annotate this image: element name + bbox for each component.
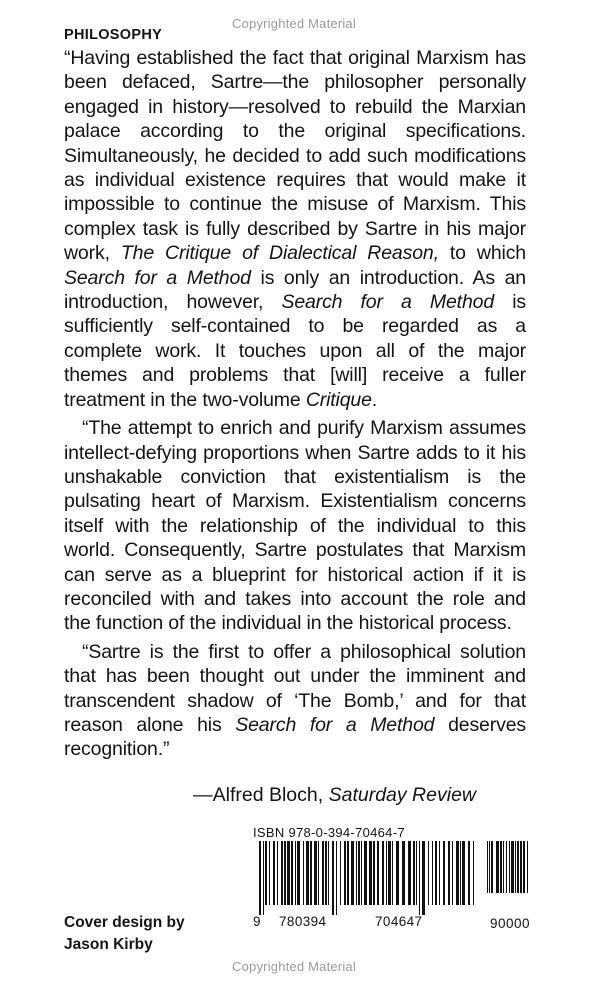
blurb-paragraph-1: “Having established the fact that original Marxism has been defaced, Sartre—the philosopher personally engaged in history—resolved to rebuild the Marxian palace according to the original specifications. Simultaneously, he decided to add such modifications as individual existence requires that would make it impossible to continue the misuse of Marxism. This complex task is fully described by Sartre in his major work, The Critique of Dialectical Reason, to which Search for a Method is only an introduction. As an introduction, however, Search for a Method is sufficiently self-contained to be regarded as a complete work. It touches upon all of the major themes and problems that [will] receive a fuller treatment in the two-volume Critique. xyxy=(64,47,526,411)
barcode-image xyxy=(249,841,531,915)
barcode-addon-digits: 90000 xyxy=(490,916,531,931)
review-attribution: —Alfred Bloch, Saturday Review xyxy=(193,784,476,806)
barcode-digit-first: 9 xyxy=(253,914,261,929)
category-label: PHILOSOPHY xyxy=(64,27,163,43)
blurb-paragraph-3: “Sartre is the first to offer a philosophical solution that has been thought out under the imminent and transcendent shadow of ‘The Bomb,’ and for that reason alone his Search for a Method deserves recognition.” xyxy=(64,640,526,761)
barcode-digit-group-2: 704647 xyxy=(375,914,423,929)
review-blurb xyxy=(64,46,526,766)
cover-credit-line-2: Jason Kirby xyxy=(64,936,153,953)
cover-credit-line-1: Cover design by xyxy=(64,914,185,931)
cover-design-credit xyxy=(64,912,185,956)
copyright-watermark-top: Copyrighted Material xyxy=(232,16,356,31)
isbn-label: ISBN 978-0-394-70464-7 xyxy=(253,825,405,840)
blurb-paragraph-2: “The attempt to enrich and purify Marxism assumes intellect-defying proportions when Sartre adds to it his unshakable conviction that existentialism is the pulsating heart of Marxism. Existentialism concerns itself with the relationship of the individual to this world. Consequently, Sartre postulates that Marxism can serve as a blueprint for historical action if it is reconciled with and takes into account the role and the function of the individual in the historical process. xyxy=(64,417,526,635)
barcode-digit-group-1: 780394 xyxy=(279,914,327,929)
copyright-watermark-bottom: Copyrighted Material xyxy=(232,959,356,974)
